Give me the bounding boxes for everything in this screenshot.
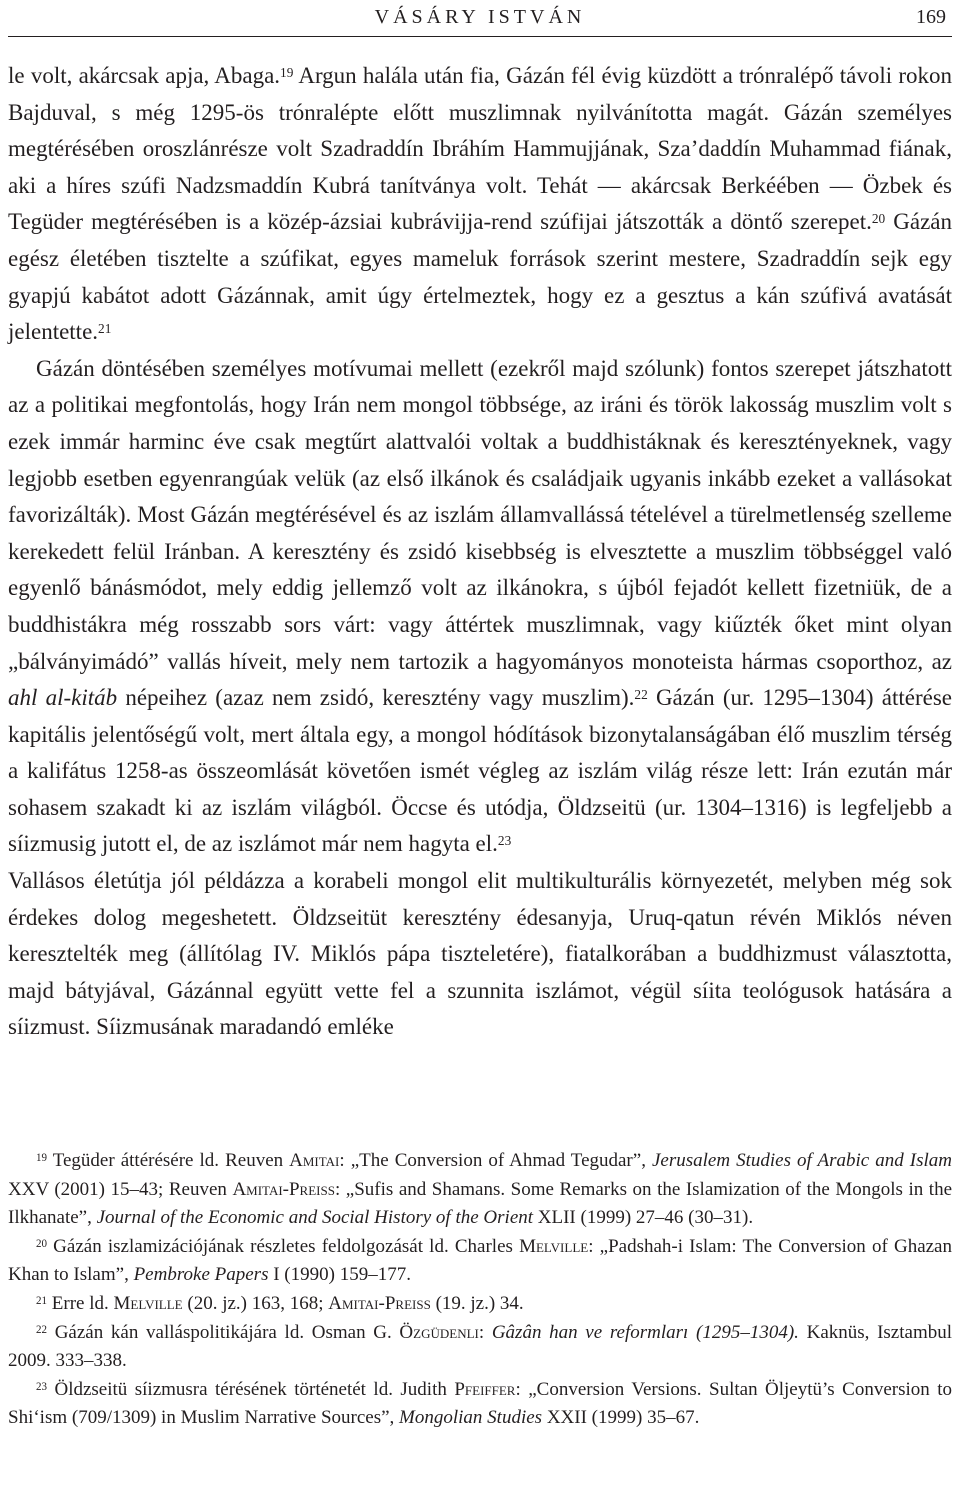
footnote-21 — [8, 1290, 952, 1319]
journal-title: Pembroke Papers — [133, 1264, 269, 1286]
footnote-ref-21[interactable]: 21 — [98, 321, 112, 337]
footnote-text: : „Conversion Versions. Sultan Öljeytü’s Conversion to Shiʻism (709/1309) in Muslim Narrative Sources”, — [8, 1378, 952, 1429]
running-head: VÁSÁRY ISTVÁN — [374, 6, 586, 28]
journal-title: Jerusalem Studies of Arabic and Islam — [651, 1150, 952, 1171]
footnote-text: Kaknüs, Isztambul 2009. 333–338. — [8, 1321, 953, 1372]
footnote-number: 19 — [36, 1152, 48, 1165]
footnote-ref-20[interactable]: 20 — [871, 211, 886, 227]
footnotes — [8, 1147, 952, 1433]
footnote-number: 23 — [36, 1380, 48, 1393]
paragraph-text: népeihez (azaz nem zsidó, keresztény vagy muszlim). — [117, 685, 635, 711]
footnote-number: 20 — [36, 1237, 48, 1250]
footnote-text: I (1990) 159–177. — [268, 1264, 411, 1286]
paragraph-text: Gázán egész életében tisztelte a szúfikat, egyes mameluk források szerint mestere, Szadraddín sejk egy gyapjú kabátot adott Gázánnak, amit úgy értelmeztek, hogy ez a gesztus a kán szúfivá avatását jelentette. — [8, 209, 952, 345]
author-name: Melville — [113, 1292, 183, 1314]
page-header — [8, 0, 952, 37]
paragraph-1 — [8, 58, 952, 351]
footnote-text: XXV (2001) 15–43; Reuven — [8, 1178, 233, 1200]
author-name: Melville — [519, 1235, 589, 1257]
footnote-text: XLII (1999) 27–46 (30–31). — [533, 1207, 754, 1229]
author-name: Amitai-Preiss — [328, 1292, 431, 1314]
footnote-23 — [8, 1376, 952, 1433]
paragraph-text: le volt, akárcsak apja, Abaga. — [8, 63, 281, 88]
journal-title: Journal of the Economic and Social History of the Orient — [96, 1207, 534, 1229]
footnote-22 — [8, 1319, 952, 1376]
author-name: Amitai — [289, 1150, 340, 1171]
footnote-text: (19. jz.) 34. — [430, 1292, 524, 1314]
footnote-text: Erre ld. — [47, 1292, 114, 1314]
author-name: Amitai-Preiss — [232, 1178, 335, 1200]
footnote-number: 21 — [36, 1295, 48, 1308]
page-number: 169 — [916, 6, 946, 28]
footnote-text: : „Sufis and Shamans. Some Remarks on the Islamization of the Mongols in the Ilkhanate”, — [8, 1178, 953, 1229]
journal-title: Mongolian Studies — [399, 1407, 543, 1429]
footnote-19 — [8, 1147, 952, 1233]
footnote-text: : — [478, 1321, 492, 1343]
footnote-20 — [8, 1233, 952, 1290]
main-text — [8, 58, 952, 1046]
author-name: Özgüdenli — [399, 1321, 479, 1343]
footnote-ref-22[interactable]: 22 — [634, 687, 648, 703]
footnote-text: : „The Conversion of Ahmad Tegudar”, — [339, 1150, 652, 1171]
paragraph-text: Gázán (ur. 1295–1304) áttérése kapitális jelentőségű volt, mert általa egy, a mongol hódítások bizonytalanságában élő muszlim térség a kalifátus 1258-as összeomlását követően ismét végleg az iszlám világ része lett: Irán ezután már sohasem szakadt ki az iszlám világból. Öccse és utódja, Öldzseitü (ur. 1304–1316) is legfeljebb a síizmusig jutott el, de az iszlámot már nem hagyta el. — [8, 685, 952, 857]
italic-term: ahl al-kitáb — [8, 685, 118, 711]
footnote-text: Gázán kán valláspolitikájára ld. Osman G. — [47, 1321, 400, 1343]
footnote-text: Tegüder áttérésére ld. Reuven — [47, 1150, 290, 1171]
footnote-text: Öldzseitü síizmusra térésének történetét ld. Judith — [47, 1378, 455, 1400]
author-name: Pfeiffer — [454, 1378, 516, 1400]
footnote-text: (20. jz.) 163, 168; — [182, 1292, 329, 1314]
footnote-text: : „Padshah-i Islam: The Conversion of Ghazan Khan to Islam”, — [8, 1235, 952, 1286]
paragraph-text: Gázán döntésében személyes motívumai mellett (ezekről majd szólunk) fontos szerepet játszhatott az a politikai megfontolás, hogy Irán nem mongol többsége, az iráni és török lakosság muszlim volt s ezek immár harminc éve csak megtűrt alattvalói voltak a buddhistáknak és keresztényeknek, vagy legjobb esetben egyenrangúak velük (az első ilkánok és családjaik ugyanis inkább ezeket a vallásokat favorizálták). Most Gázán megtérésével és az iszlám államvallássá tételével a türelmetlenség szelleme kerekedett felül Iránban. A keresztény és zsidó kisebbség is elvesztette a muszlim többséggel való egyenlő bánásmódot, mely eddig jellemző volt az ilkánokra, s újból fejadót kellett fizetniük, de a buddhistákra még rosszabb sors várt: vagy áttértek muszlimnak, vagy kiűzték őket mint olyan „bálványimádó” vallás híveit, mely nem tartozik a hagyományos monoteista hármas csoporthoz, az — [8, 355, 952, 674]
footnote-text: Gázán iszlamizációjának részletes feldolgozását ld. Charles — [47, 1235, 520, 1257]
paragraph-3: Vallásos életútja jól példázza a korabeli mongol elit multikulturális környezetét, melyben még sok érdekes dolog megeshetett. Öldzseitüt keresztény édesanyja, Uruq-qatun révén Miklós néven keresztelték meg (állítólag IV. Miklós pápa tiszteletére), fiatalkorában a buddhizmust választotta, majd bátyjával, Gázánnal együtt vette fel a szunnita iszlámot, végül síita teológusok hatására a síizmust. Síizmusának maradandó emléke — [8, 868, 952, 1040]
footnote-ref-19[interactable]: 19 — [280, 65, 294, 80]
paragraph-2 — [8, 351, 952, 863]
footnote-text: XXII (1999) 35–67. — [542, 1407, 700, 1429]
book-title: Gâzân han ve reformları (1295–1304). — [491, 1321, 799, 1343]
paragraph-text: Argun halála után fia, Gázán fél évig küzdött a trónralépő távoli rokon Bajduval, s még 1295-ös trónralépte előtt muszlimnak nyilvánította magát. Gázán személyes megtérésében oroszlánrésze volt Szadraddín Ibráhím Hammujjának, Szaʼdaddín Muhammad fiának, aki a híres szúfi Nadzsmaddín Kubrá tanítványa volt. Tehát — akárcsak Berkéében — Özbek és Tegüder megtérésében is a közép-ázsiai kubrávijja-rend szúfijai játszották a döntő szerepet. — [8, 63, 952, 235]
footnote-number: 22 — [36, 1323, 48, 1336]
footnote-ref-23[interactable]: 23 — [497, 833, 512, 849]
